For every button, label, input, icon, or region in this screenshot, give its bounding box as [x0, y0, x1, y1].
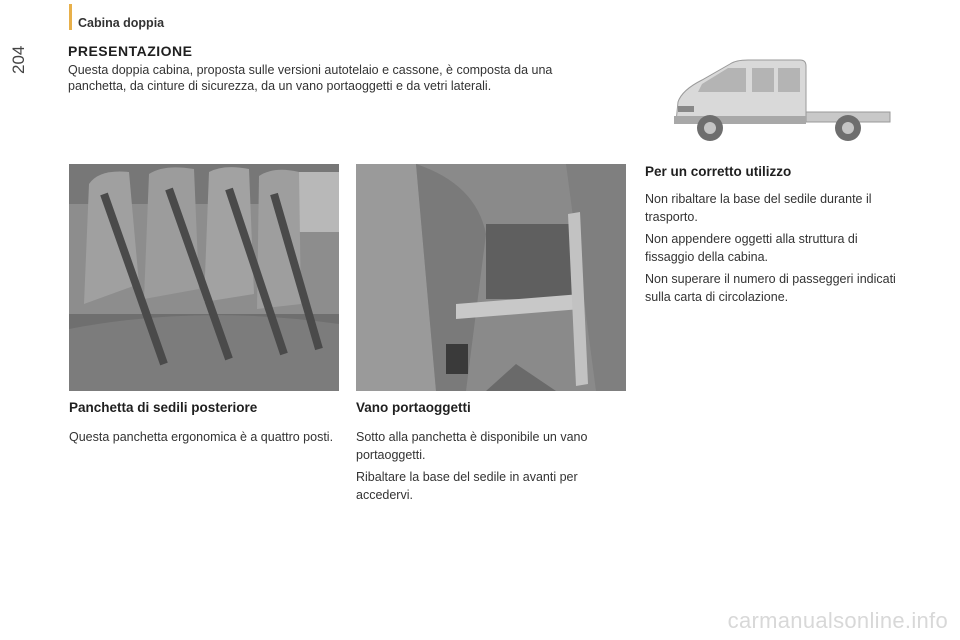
rear-bench-photo	[69, 164, 339, 391]
presentation-title: PRESENTAZIONE	[68, 43, 193, 59]
usage-paragraph: Non ribaltare la base del sedile durante il trasporto.	[645, 192, 872, 224]
presentation-text: Questa doppia cabina, proposta sulle versioni autotelaio e cassone, è composta da una panchetta, da cinture di sicurezza, da un vano portaoggetti e da vetri laterali.	[68, 63, 553, 93]
bench-text: Questa panchetta ergonomica è a quattro posti.	[69, 430, 334, 444]
storage-paragraph: Ribaltare la base del sedile in avanti per accedervi.	[356, 470, 578, 502]
usage-paragraph: Non appendere oggetti alla struttura di fissaggio della cabina.	[645, 232, 858, 264]
storage-title: Vano portaoggetti	[356, 400, 471, 415]
storage-compartment-photo	[356, 164, 626, 391]
van-illustration-icon	[658, 50, 898, 150]
storage-paragraph: Sotto alla panchetta è disponibile un vano portaoggetti.	[356, 430, 588, 462]
section-accent-bar	[69, 4, 72, 30]
usage-paragraph: Non superare il numero di passeggeri indicati sulla carta di circolazione.	[645, 272, 896, 304]
watermark: carmanualsonline.info	[727, 608, 948, 633]
storage-text	[356, 428, 626, 508]
usage-title: Per un corretto utilizzo	[645, 164, 792, 179]
usage-text	[645, 190, 905, 310]
bench-title: Panchetta di sedili posteriore	[69, 400, 258, 415]
section-label: Cabina doppia	[78, 16, 165, 30]
page-number: 204	[9, 45, 28, 74]
